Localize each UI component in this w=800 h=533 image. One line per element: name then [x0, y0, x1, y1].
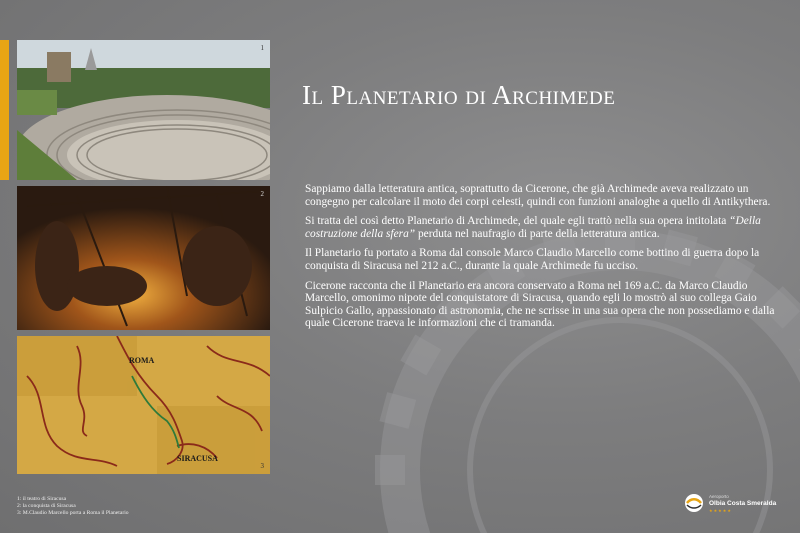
caption: 3: M.Claudio Marcello porta a Roma il Planetario [17, 510, 129, 516]
photo-battle [17, 186, 270, 330]
photo-theatre [17, 40, 270, 180]
caption: 1: il teatro di Siracusa [17, 496, 67, 502]
book-title: “Della costruzione della sfera” [305, 215, 761, 240]
paragraph: Sappiamo dalla letteratura antica, soprattutto da Cicerone, che già Archimede aveva realizzato un congegno per calcolare il moto dei corpi celesti, quindi con funzioni analoghe a quello di Antikythera. [305, 183, 771, 208]
airport-logo: Aeroporto Olbia Costa Smeralda ★★★★★ [683, 492, 776, 514]
photo-captions [17, 496, 129, 517]
map-label-roma: ROMA [129, 356, 155, 365]
body-text [305, 183, 783, 337]
photo-number: 1 [260, 44, 264, 52]
paragraph: Si tratta del così detto Planetario di Archimede, del quale egli trattò nella sua opera intitolata “Della costruzione della sfera” perduta nel naufragio di parte della letteratura antica. [305, 215, 761, 240]
photo-map [17, 336, 270, 474]
paragraph: Il Planetario fu portato a Roma dal console Marco Claudio Marcello come bottino di guerra dopo la conquista di Siracusa nel 212 a.C., durante la quale Archimede fu ucciso. [305, 247, 760, 272]
paragraph: Cicerone racconta che il Planetario era ancora conservato a Roma nel 169 a.C. da Marco Claudio Marcello, omonimo nipote del conquistatore di Siracusa, quando egli lo mostrò al suo collega Gaio Sulpicio Gallo, appassionato di astronomia, che ne scrisse in una sua opera che non possediamo e dalla quale Cicerone traeva le informazioni che ci tramanda. [305, 279, 775, 330]
photo-number: 3 [260, 462, 264, 470]
map-label-siracusa: SIRACUSA [177, 454, 218, 463]
photo-number: 2 [260, 190, 264, 198]
page-title: Il Planetario di Archimede [302, 80, 616, 110]
airport-logo-icon [683, 492, 705, 514]
caption: 2: la conquista di Siracusa [17, 503, 76, 509]
accent-bar [0, 40, 9, 180]
